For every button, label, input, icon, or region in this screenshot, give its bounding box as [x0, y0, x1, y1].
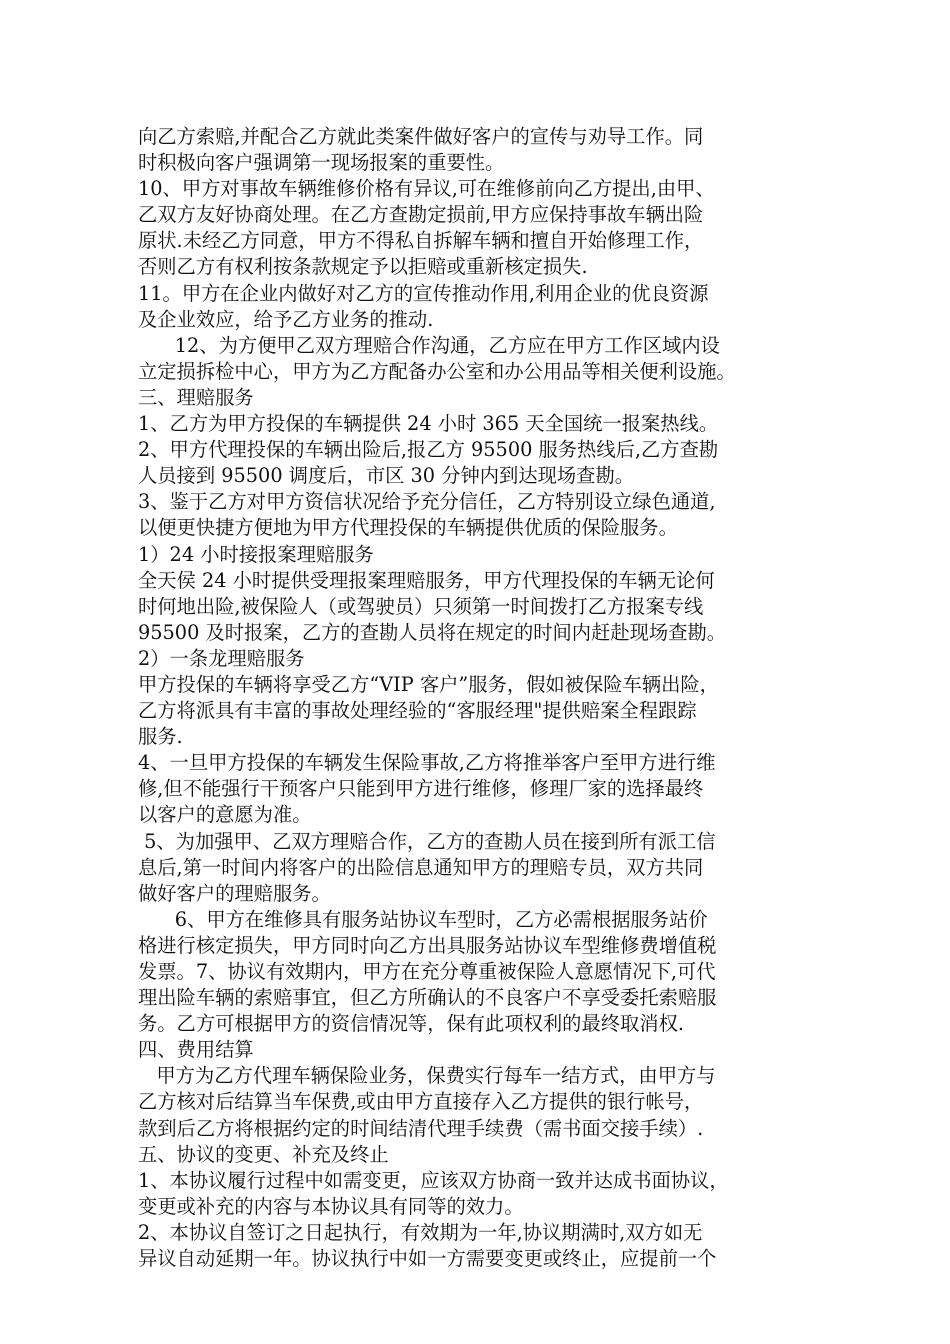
text-line: 95500 及时报案，乙方的查勘人员将在规定的时间内赶赴现场查勘。	[138, 620, 727, 644]
text-line: 2、本协议自签订之日起执行，有效期为一年,协议期满时,双方如无	[138, 1220, 703, 1244]
text-line: 向乙方索赔,并配合乙方就此类案件做好客户的宣传与劝导工作。同	[138, 125, 704, 148]
text-line: 原状.未经乙方同意，甲方不得私自拆解车辆和擅自开始修理工作，	[138, 229, 704, 253]
text-line: 11。甲方在企业内做好对乙方的宣传推动作用,利用企业的优良资源	[138, 281, 709, 305]
text-line: 及企业效应，给予乙方业务的推动.	[138, 307, 434, 331]
text-line: 甲方投保的车辆将享受乙方“VIP 客户”服务，假如被保险车辆出险，	[138, 672, 719, 696]
text-line: 发票。7、协议有效期内，甲方在充分尊重被保险人意愿情况下,可代	[138, 960, 716, 983]
text-line: 务。乙方可根据甲方的资信情况等，保有此项权利的最终取消权.	[138, 1012, 685, 1036]
text-line: 2、甲方代理投保的车辆出险后,报乙方 95500 服务热线后,乙方查勘	[138, 438, 719, 462]
text-line: 以客户的意愿为准。	[138, 803, 312, 827]
text-line: 乙方核对后结算当车保费,或由甲方直接存入乙方提供的银行帐号，	[138, 1090, 704, 1114]
text-line: 变更或补充的内容与本协议具有同等的效力。	[138, 1194, 524, 1218]
text-line: 修,但不能强行干预客户只能到甲方进行维修，修理厂家的选择最终	[138, 777, 704, 801]
text-line: 1）24 小时接报案理赔服务	[138, 542, 374, 566]
text-line: 1、乙方为甲方投保的车辆提供 24 小时 365 天全国统一报案热线。	[138, 412, 719, 436]
text-line: 三、理赔服务	[138, 385, 254, 409]
text-line: 2）一条龙理赔服务	[138, 646, 305, 670]
text-line: 格进行核定损失，甲方同时向乙方出具服务站协议车型维修费增值税	[138, 933, 717, 957]
text-line: 时积极向客户强调第一现场报案的重要性。	[138, 151, 505, 175]
text-line: 1、本协议履行过程中如需变更，应该双方协商一致并达成书面协议，	[138, 1168, 729, 1192]
text-line: 5、为加强甲、乙双方理赔合作，乙方的查勘人员在接到所有派工信	[138, 829, 716, 853]
text-line: 款到后乙方将根据约定的时间结清代理手续费（需书面交接手续）.	[138, 1116, 704, 1140]
text-line: 乙双方友好协商处理。在乙方查勘定损前,甲方应保持事故车辆出险	[138, 203, 704, 227]
text-line: 异议自动延期一年。协议执行中如一方需要变更或终止，应提前一个	[138, 1247, 717, 1271]
text-line: 服务.	[138, 725, 183, 749]
text-line: 以便更快捷方便地为甲方代理投保的车辆提供优质的保险服务。	[138, 516, 678, 540]
text-line: 四、费用结算	[138, 1038, 254, 1062]
text-line: 4、一旦甲方投保的车辆发生保险事故,乙方将推举客户至甲方进行维	[138, 751, 716, 775]
text-line: 立定损拆检中心，甲方为乙方配备办公室和办公用品等相关便利设施。	[138, 359, 736, 383]
text-line: 乙方将派具有丰富的事故处理经验的“客服经理"提供赔案全程跟踪	[138, 699, 697, 723]
text-line: 时何地出险,被保险人（或驾驶员）只须第一时间拨打乙方报案专线	[138, 594, 704, 618]
text-line: 3、鉴于乙方对甲方资信状况给予充分信任，乙方特别设立绿色通道,	[138, 490, 716, 514]
text-line: 理出险车辆的索赔事宜，但乙方所确认的不良客户不享受委托索赔服	[138, 986, 717, 1010]
text-line: 10、甲方对事故车辆维修价格有异议,可在维修前向乙方提出,由甲、	[138, 177, 715, 201]
text-line: 息后,第一时间内将客户的出险信息通知甲方的理赔专员，双方共同	[138, 855, 704, 879]
text-line: 全天侯 24 小时提供受理报案理赔服务，甲方代理投保的车辆无论何	[138, 568, 715, 592]
text-line: 否则乙方有权利按条款规定予以拒赔或重新核定损失.	[138, 255, 588, 279]
text-line: 6、甲方在维修具有服务站协议车型时，乙方必需根据服务站价	[138, 907, 708, 931]
text-line: 12、为方便甲乙双方理赔合作沟通，乙方应在甲方工作区域内设	[138, 333, 720, 357]
text-line: 五、协议的变更、补充及终止	[138, 1142, 389, 1166]
text-line: 甲方为乙方代理车辆保险业务，保费实行每车一结方式，由甲方与	[138, 1064, 716, 1088]
text-line: 人员接到 95500 调度后，市区 30 分钟内到达现场查勘。	[138, 464, 635, 488]
text-line: 做好客户的理赔服务。	[138, 881, 331, 905]
document-body	[138, 124, 838, 1272]
